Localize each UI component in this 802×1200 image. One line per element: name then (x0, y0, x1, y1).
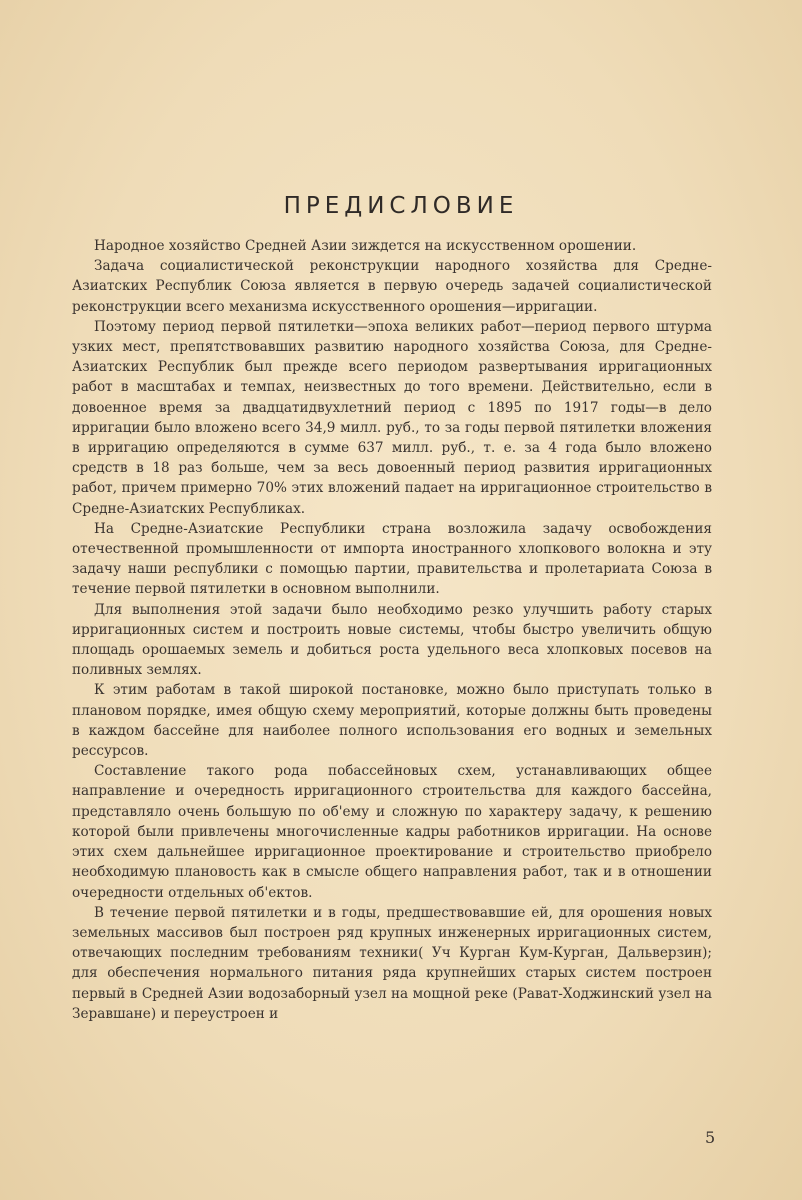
page-title: ПРЕДИСЛОВИЕ (283, 193, 519, 219)
paragraph: Задача социалистической реконструкции народного хозяйства для Средне-Азиатских Республик Союза является в первую очередь задачей социалистической реконструкции всего механизма искусственного орошения—ирригации. (72, 258, 712, 315)
paragraph: Поэтому период первой пятилетки—эпоха великих работ—период первого штурма узких мест, препятствовавших развитию народного хозяйства Союза, для Средне-Азиатских Республик был прежде всего периодом развертывания ирригационных работ в масштабах и темпах, неизвестных до того времени. Действительно, если в довоенное время за двадцатидвухлетний период с 1895 по 1917 годы—в дело ирригации было вложено всего 34,9 милл. руб., то за годы первой пятилетки вложения в ирригацию определяются в сумме 637 милл. руб., т. е. за 4 года было вложено средств в 18 раз больше, чем за весь довоенный период развития ирригационных работ, причем примерно 70% этих вложений падает на ирригационное строительство в Средне-Азиатских Республиках. (72, 318, 712, 517)
paragraph: Народное хозяйство Средней Азии зиждется на искусственном орошении. (94, 238, 637, 254)
preface-body (72, 236, 712, 1024)
paragraph: Составление такого рода побассейновых схем, устанавливающих общее направление и очередность ирригационного строительства для каждого бассейна, представляло очень большую по об'ему и сложную по характеру задачу, к решению которой были привлечены многочисленные кадры работников ирригации. На основе этих схем дальнейшее ирригационное проектирование и строительство приобрело необходимую плановость как в смысле общего направления работ, так и в отношении очередности отдельных об'ектов. (72, 763, 712, 901)
paragraph: В течение первой пятилетки и в годы, предшествовавшие ей, для орошения новых земельных массивов был построен ряд крупных инженерных ирригационных систем, отвечающих последним требованиям техники( Уч Курган Кум-Курган, Дальверзин); для обеспечения нормального питания ряда крупнейших старых систем построен первый в Средней Азии водозаборный узел на мощной реке (Рават-Ходжинский узел на Зеравшане) и переустроен и (72, 904, 712, 1022)
paragraph: На Средне-Азиатские Республики страна возложила задачу освобождения отечественной промышленности от импорта иностранного хлопкового волокна и эту задачу наши республики с помощью партии, правительства и пролетариата Союза в течение первой пятилетки в основном выполнили. (72, 520, 712, 598)
paragraph: К этим работам в такой широкой постановке, можно было приступать только в плановом порядке, имея общую схему мероприятий, которые должны быть проведены в каждом бассейне для наиболее полного использования его водных и земельных рессурсов. (72, 682, 712, 760)
paragraph: Для выполнения этой задачи было необходимо резко улучшить работу старых ирригационных систем и построить новые системы, чтобы быстро увеличить общую площадь орошаемых земель и добиться роста удельного веса хлопковых посевов на поливных землях. (72, 601, 712, 679)
page-number: 5 (705, 1128, 716, 1147)
